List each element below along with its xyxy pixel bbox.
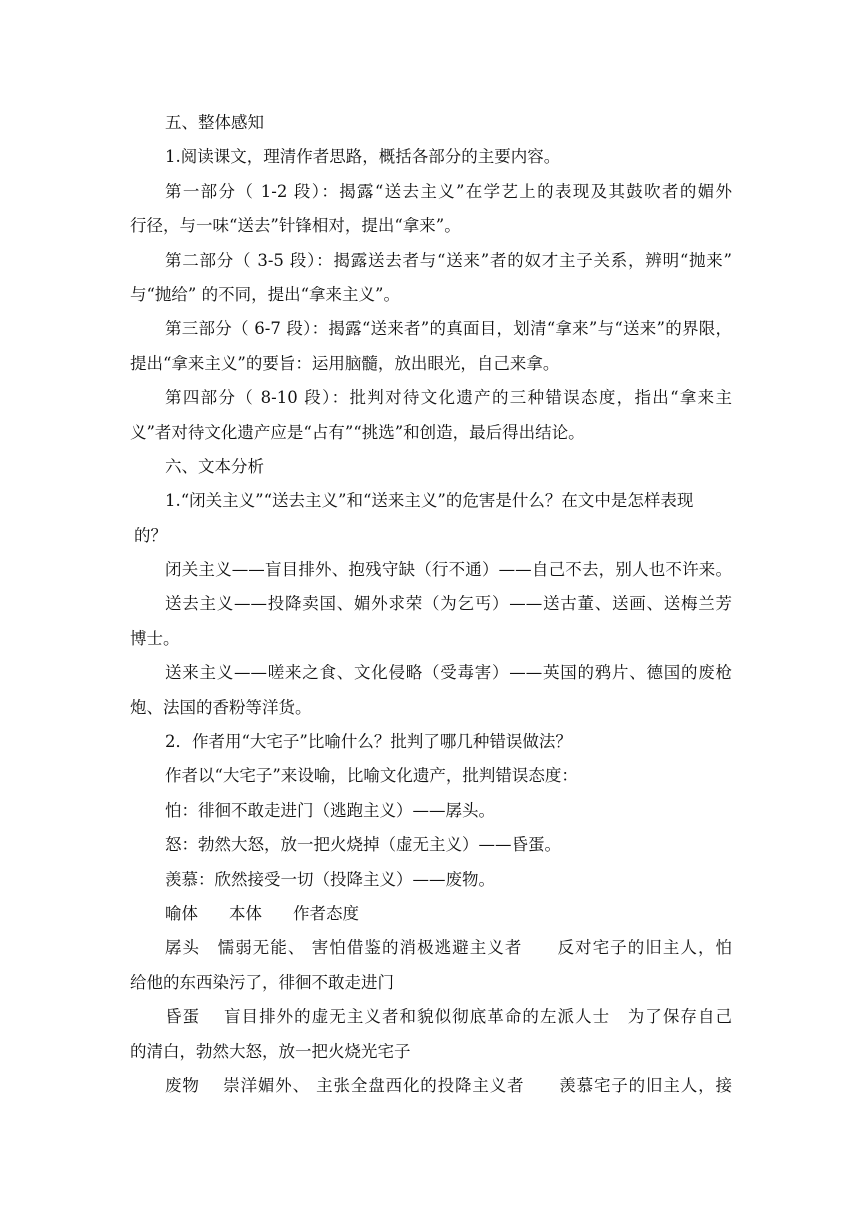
paragraph-line: 与“抛给” 的不同，提出“拿来主义”。 [130, 284, 400, 304]
songlai-paragraph [130, 656, 732, 725]
paragraph-line: 义”者对待文化遗产应是“占有”“挑选”和创造，最后得出结论。 [130, 422, 585, 442]
paragraph-line: 第二部分（ 3-5 段）：揭露送去者与“送来”者的奴才主子关系，辨明“抛来” [165, 250, 732, 270]
fear-line: 怕：徘徊不敢走进门（逃跑主义）——孱头。 [165, 800, 495, 820]
paragraph-line: 孱头 懦弱无能、 害怕借鉴的消极逃避主义者 反对宅子的旧主人，怕 [165, 938, 732, 958]
anger-line: 怒：勃然大怒，放一把火烧掉（虚无主义）——昏蛋。 [165, 835, 561, 855]
paragraph-part-2 [130, 244, 732, 313]
songqu-paragraph [130, 587, 732, 656]
table-header [130, 897, 732, 931]
paragraph-part-1 [130, 175, 732, 244]
table-header-attitude: 作者态度 [293, 903, 359, 923]
paragraph-line: 第一部分（ 1-2 段）：揭露“送去主义”在学艺上的表现及其鼓吹者的媚外 [165, 181, 732, 201]
question-2-big-house: 2．作者用“大宅子”比喻什么？批判了哪几种错误做法？ [165, 732, 572, 752]
paragraph-line: 第三部分（ 6-7 段）：揭露“送来者”的真面目，划清“拿来”与“送来”的界限， [165, 319, 732, 339]
paragraph-line: 的？ [134, 525, 167, 545]
paragraph-line: 第四部分（ 8-10 段）：批判对待文化遗产的三种错误态度，指出“拿来主 [165, 388, 732, 408]
paragraph-line: 的清白，勃然大怒，放一把火烧光宅子 [130, 1041, 411, 1061]
paragraph-line: 给他的东西染污了，徘徊不敢走进门 [130, 972, 394, 992]
paragraph-part-4 [130, 381, 732, 450]
paragraph-line: 昏蛋 盲目排外的虚无主义者和貌似彻底革命的左派人士 为了保存自己 [165, 1007, 732, 1027]
paragraph-line: 行径，与一味“送去”针锋相对，提出“拿来”。 [130, 216, 461, 236]
question-1-harm [130, 484, 732, 553]
paragraph-line: 送去主义——投降卖国、媚外求荣（为乞丐）——送古董、送画、送梅兰芳 [165, 594, 732, 614]
table-header-vehicle: 喻体 [165, 903, 198, 923]
section-heading-five: 五、整体感知 [165, 113, 264, 132]
metaphor-intro: 作者以“大宅子”来设喻，比喻文化遗产，批判错误态度： [165, 766, 578, 786]
paragraph-line: 博士。 [130, 628, 180, 648]
table-row [130, 1069, 732, 1103]
section-heading-six: 六、文本分析 [165, 456, 264, 476]
paragraph-line: 提出“拿来主义”的要旨：运用脑髓，放出眼光，自己来拿。 [130, 353, 560, 373]
paragraph-part-3 [130, 312, 732, 381]
paragraph-line: 炮、法国的香粉等洋货。 [130, 697, 312, 717]
paragraph-line: 送来主义——嗟来之食、文化侵略（受毒害）——英国的鸦片、德国的废枪 [165, 663, 732, 683]
table-row [130, 931, 732, 1000]
paragraph-line: 1.“闭关主义”“送去主义”和“送来主义”的危害是什么？在文中是怎样表现 [165, 491, 694, 511]
table-row [130, 1000, 732, 1069]
biguan-line: 闭关主义——盲目排外、抱残守缺（行不通）——自己不去，别人也不许来。 [165, 560, 732, 580]
document-body [130, 106, 732, 1103]
envy-line: 羡慕：欣然接受一切（投降主义）——废物。 [165, 869, 495, 889]
question-1-reading: 1.阅读课文，理清作者思路，概括各部分的主要内容。 [165, 147, 561, 167]
table-header-tenor: 本体 [229, 903, 262, 923]
paragraph-line: 废物 崇洋媚外、 主张全盘西化的投降主义者 羡慕宅子的旧主人，接 [165, 1075, 732, 1095]
